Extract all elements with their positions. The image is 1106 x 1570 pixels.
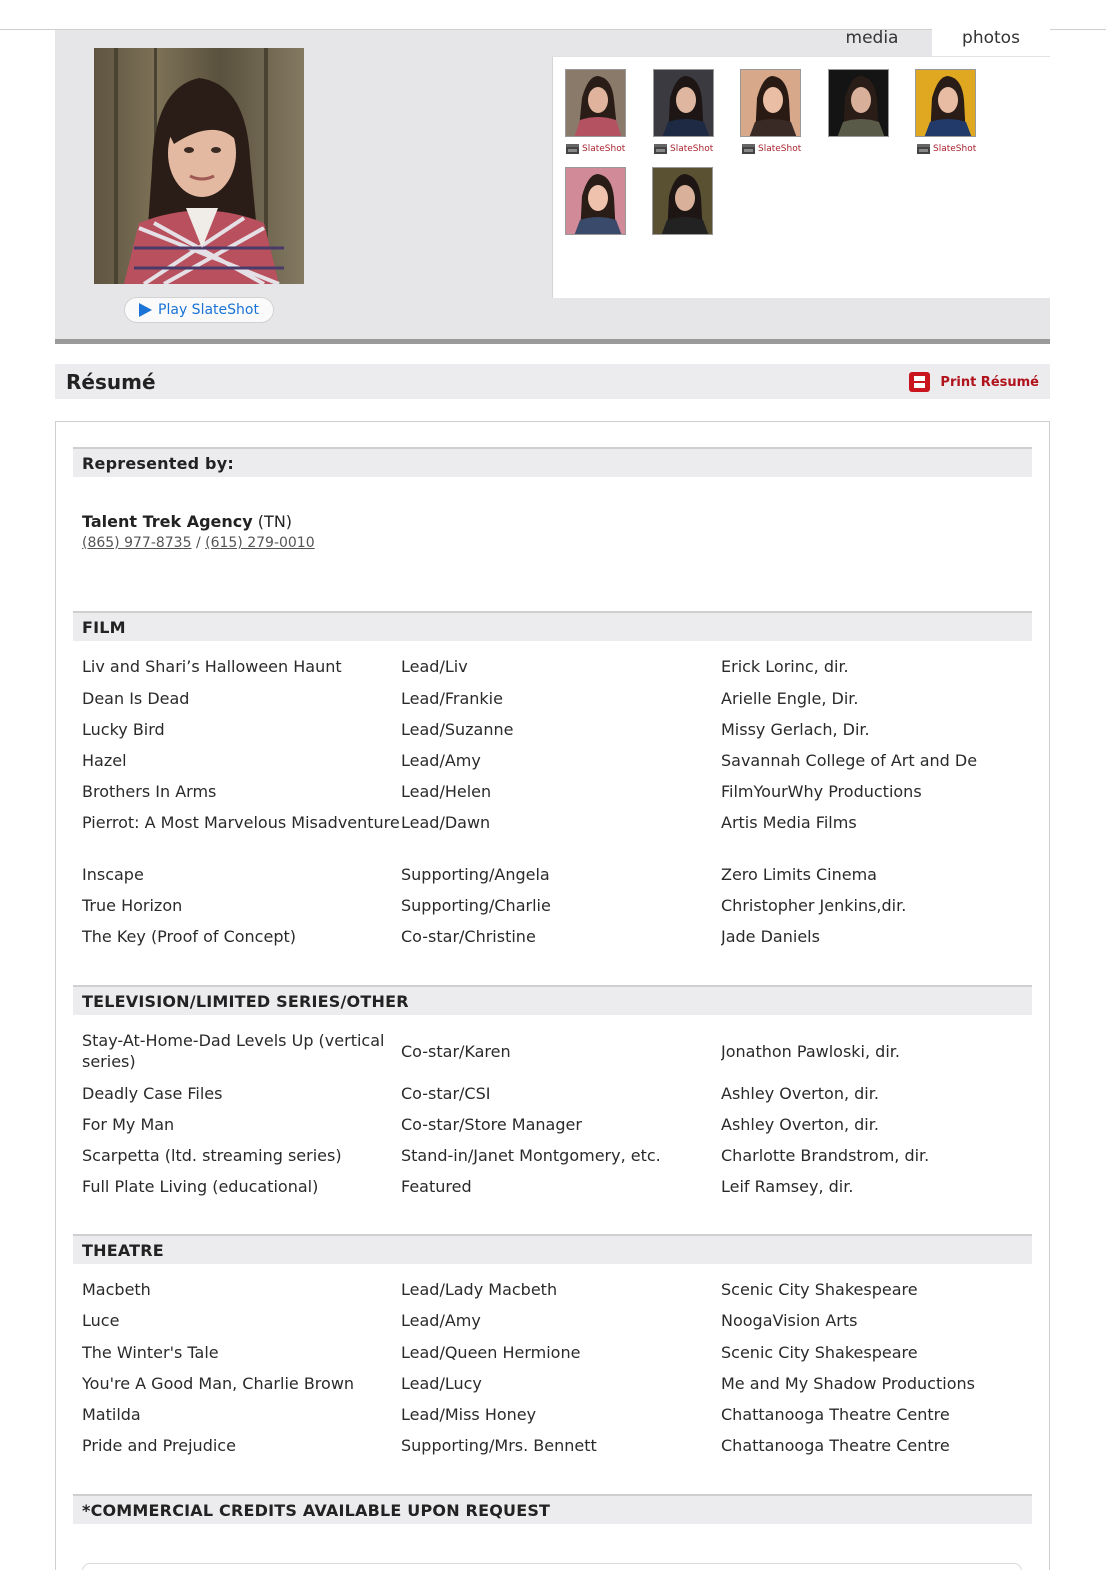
photo-thumbnail[interactable] [565, 167, 626, 235]
slateshot-link[interactable] [742, 144, 801, 154]
slateshot-link-label: SlateShot [670, 144, 714, 154]
credit-title: For My Man [82, 1115, 175, 1134]
credit-company: Jade Daniels [721, 927, 820, 946]
credit-row [82, 1083, 1032, 1104]
credit-title: Scarpetta (ltd. streaming series) [82, 1146, 342, 1165]
play-slateshot-label: Play SlateShot [158, 302, 259, 318]
credit-role: Supporting/Charlie [401, 896, 551, 915]
credit-title: The Winter's Tale [82, 1343, 219, 1362]
credit-title: Pierrot: A Most Marvelous Misadventure [82, 813, 400, 832]
credit-row [82, 1114, 1032, 1135]
clapperboard-icon [917, 144, 930, 154]
agency-phone-link[interactable]: (865) 977-8735 [82, 535, 192, 551]
credit-row [82, 895, 1032, 916]
agency-line [82, 512, 292, 531]
section-heading-film: FILM [73, 611, 1032, 641]
credit-title: Inscape [82, 865, 144, 884]
credit-company: Arielle Engle, Dir. [721, 689, 859, 708]
credit-role: Supporting/Mrs. Bennett [401, 1436, 597, 1455]
credit-row [82, 750, 1032, 771]
credit-role: Co-star/Karen [401, 1041, 511, 1061]
agency-phones [82, 535, 315, 551]
credit-company: Scenic City Shakespeare [721, 1280, 918, 1299]
credit-title: Dean Is Dead [82, 689, 190, 708]
credit-role: Supporting/Angela [401, 865, 550, 884]
credit-company: Jonathon Pawloski, dir. [721, 1041, 900, 1061]
clapperboard-icon [742, 144, 755, 154]
agency-region: (TN) [257, 512, 293, 531]
credit-role: Lead/Frankie [401, 689, 503, 708]
slateshot-link[interactable] [917, 144, 976, 154]
credit-company: Zero Limits Cinema [721, 865, 877, 884]
credit-role: Lead/Amy [401, 751, 481, 770]
gallery-divider [55, 339, 1050, 344]
printer-icon [909, 372, 930, 392]
credit-row [82, 1279, 1032, 1300]
credit-title: Macbeth [82, 1280, 151, 1299]
credit-row [82, 781, 1032, 802]
credit-company: Ashley Overton, dir. [721, 1115, 879, 1134]
credit-row [82, 812, 1032, 833]
credit-role: Lead/Liv [401, 657, 468, 676]
credit-title: Brothers In Arms [82, 782, 217, 801]
photo-thumbnail[interactable] [565, 69, 626, 137]
credit-title: Deadly Case Files [82, 1084, 223, 1103]
credit-role: Lead/Lucy [401, 1374, 482, 1393]
credit-title: You're A Good Man, Charlie Brown [82, 1374, 355, 1393]
credit-company: Christopher Jenkins,dir. [721, 896, 907, 915]
credit-row [82, 1310, 1032, 1331]
photo-thumbnail[interactable] [652, 167, 713, 235]
clapperboard-icon [654, 144, 667, 154]
photo-thumbnail[interactable] [828, 69, 889, 137]
credit-row [82, 1030, 1032, 1072]
slateshot-link[interactable] [566, 144, 625, 154]
print-resume-label: Print Résumé [940, 374, 1039, 390]
slateshot-link[interactable] [654, 144, 713, 154]
credit-row [82, 688, 1032, 709]
credit-row [82, 719, 1032, 740]
photo-thumbnail[interactable] [653, 69, 714, 137]
credit-row [82, 1176, 1032, 1197]
credit-row [82, 1435, 1032, 1456]
resume-header [55, 364, 1050, 399]
credit-role: Co-star/Store Manager [401, 1115, 582, 1134]
credit-company: Scenic City Shakespeare [721, 1343, 918, 1362]
credit-role: Co-star/CSI [401, 1084, 491, 1103]
credit-role: Lead/Amy [401, 1311, 481, 1330]
credit-role: Lead/Lady Macbeth [401, 1280, 558, 1299]
credit-role: Featured [401, 1177, 472, 1196]
credit-title: Stay-At-Home-Dad Levels Up (vertical series) [82, 1031, 385, 1071]
section-heading-commercial: *COMMERCIAL CREDITS AVAILABLE UPON REQUEST [73, 1494, 1032, 1524]
clapperboard-icon [566, 144, 579, 154]
credit-title: Liv and Shari’s Halloween Haunt [82, 657, 342, 676]
credit-title: Luce [82, 1311, 120, 1330]
play-icon [139, 303, 152, 317]
play-slateshot-button[interactable] [124, 297, 274, 323]
credit-company: FilmYourWhy Productions [721, 782, 922, 801]
phone-separator: / [195, 535, 201, 551]
slateshot-link-label: SlateShot [933, 144, 977, 154]
credit-company: Ashley Overton, dir. [721, 1084, 879, 1103]
credit-row [82, 1404, 1032, 1425]
credit-title: Matilda [82, 1405, 141, 1424]
primary-headshot[interactable] [94, 48, 304, 284]
credit-company: Me and My Shadow Productions [721, 1374, 975, 1393]
credit-role: Stand-in/Janet Montgomery, etc. [401, 1146, 661, 1165]
credit-row [82, 1145, 1032, 1166]
credit-title: Pride and Prejudice [82, 1436, 236, 1455]
credit-company: Chattanooga Theatre Centre [721, 1405, 950, 1424]
credit-row [82, 656, 1032, 677]
credit-role: Lead/Helen [401, 782, 492, 801]
credit-role: Co-star/Christine [401, 927, 536, 946]
agency-phone-link[interactable]: (615) 279-0010 [205, 535, 315, 551]
tab-photos[interactable]: photos [932, 20, 1050, 56]
slateshot-link-label: SlateShot [582, 144, 626, 154]
credit-title: The Key (Proof of Concept) [82, 927, 296, 946]
credit-row [82, 1342, 1032, 1363]
credit-role: Lead/Miss Honey [401, 1405, 537, 1424]
section-heading-television: TELEVISION/LIMITED SERIES/OTHER [73, 985, 1032, 1015]
credit-company: Erick Lorinc, dir. [721, 657, 849, 676]
credit-role: Lead/Suzanne [401, 720, 514, 739]
next-section-edge [82, 1563, 1022, 1570]
credit-row [82, 864, 1032, 885]
credit-row [82, 926, 1032, 947]
slateshot-link-label: SlateShot [758, 144, 802, 154]
photo-thumbnail[interactable] [915, 69, 976, 137]
credit-company: Missy Gerlach, Dir. [721, 720, 870, 739]
tab-media[interactable]: media [845, 28, 899, 48]
credit-role: Lead/Dawn [401, 813, 491, 832]
credit-company: Charlotte Brandstrom, dir. [721, 1146, 930, 1165]
print-resume-button[interactable] [909, 372, 1039, 392]
credit-role: Lead/Queen Hermione [401, 1343, 581, 1362]
credit-title: True Horizon [82, 896, 183, 915]
credit-title: Hazel [82, 751, 127, 770]
credit-title: Lucky Bird [82, 720, 165, 739]
credit-row [82, 1373, 1032, 1394]
credit-company: Chattanooga Theatre Centre [721, 1436, 950, 1455]
credit-company: Artis Media Films [721, 813, 857, 832]
credit-company: NoogaVision Arts [721, 1311, 858, 1330]
credit-company: Leif Ramsey, dir. [721, 1177, 854, 1196]
credit-title: Full Plate Living (educational) [82, 1177, 319, 1196]
resume-title: Résumé [66, 370, 156, 394]
section-heading-represented-by: Represented by: [73, 447, 1032, 477]
credit-company: Savannah College of Art and De [721, 751, 978, 770]
section-heading-theatre: THEATRE [73, 1234, 1032, 1264]
agency-name: Talent Trek Agency [82, 512, 253, 531]
photo-thumbnail[interactable] [740, 69, 801, 137]
